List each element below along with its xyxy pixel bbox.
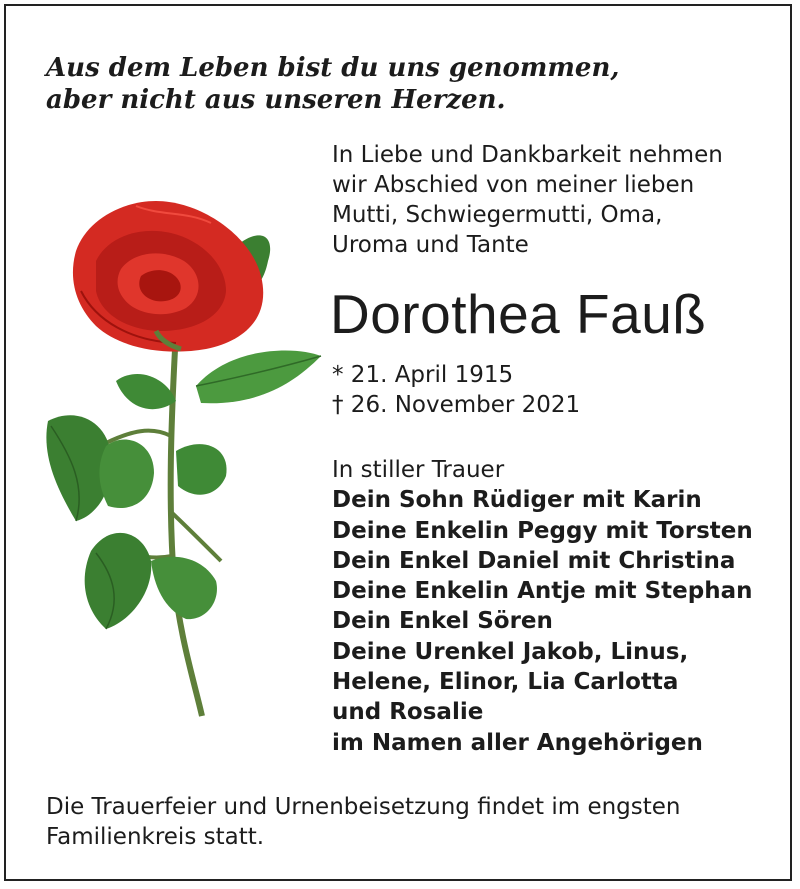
mourners-heading: In stiller Trauer — [332, 457, 505, 483]
deceased-name: Dorothea Fauß — [330, 283, 707, 345]
mourner-line: und Rosalie — [332, 699, 484, 726]
motto — [46, 52, 619, 116]
mourner-line: Helene, Elinor, Lia Carlotta — [332, 669, 679, 696]
birth-date: * 21. April 1915 — [332, 362, 514, 388]
intro-text — [332, 140, 723, 260]
death-date: † 26. November 2021 — [332, 392, 581, 418]
funeral-note-line: Familienkreis statt. — [46, 824, 265, 850]
funeral-note — [46, 792, 681, 852]
mourner-line: Dein Sohn Rüdiger mit Karin — [332, 487, 702, 514]
intro-line: In Liebe und Dankbarkeit nehmen — [332, 142, 723, 168]
motto-line: Aus dem Leben bist du uns genommen, — [46, 53, 620, 83]
mourner-line: Deine Enkelin Peggy mit Torsten — [332, 517, 753, 544]
mourner-line: Dein Enkel Daniel mit Christina — [332, 547, 736, 574]
motto-line: aber nicht aus unseren Herzen. — [46, 85, 506, 115]
red-rose-icon — [36, 181, 326, 721]
funeral-note-line: Die Trauerfeier und Urnenbeisetzung findet im engsten — [46, 794, 681, 820]
mourner-line: Deine Enkelin Antje mit Stephan — [332, 578, 753, 605]
intro-line: wir Abschied von meiner lieben — [332, 172, 695, 198]
mourner-line: Deine Urenkel Jakob, Linus, — [332, 638, 689, 665]
intro-line: Uroma und Tante — [332, 232, 529, 258]
mourner-line: Dein Enkel Sören — [332, 608, 553, 635]
mourner-line: im Namen aller Angehörigen — [332, 729, 703, 756]
life-dates — [332, 360, 580, 420]
obituary-notice — [4, 4, 792, 881]
intro-line: Mutti, Schwiegermutti, Oma, — [332, 202, 663, 228]
mourners-list — [332, 455, 753, 758]
